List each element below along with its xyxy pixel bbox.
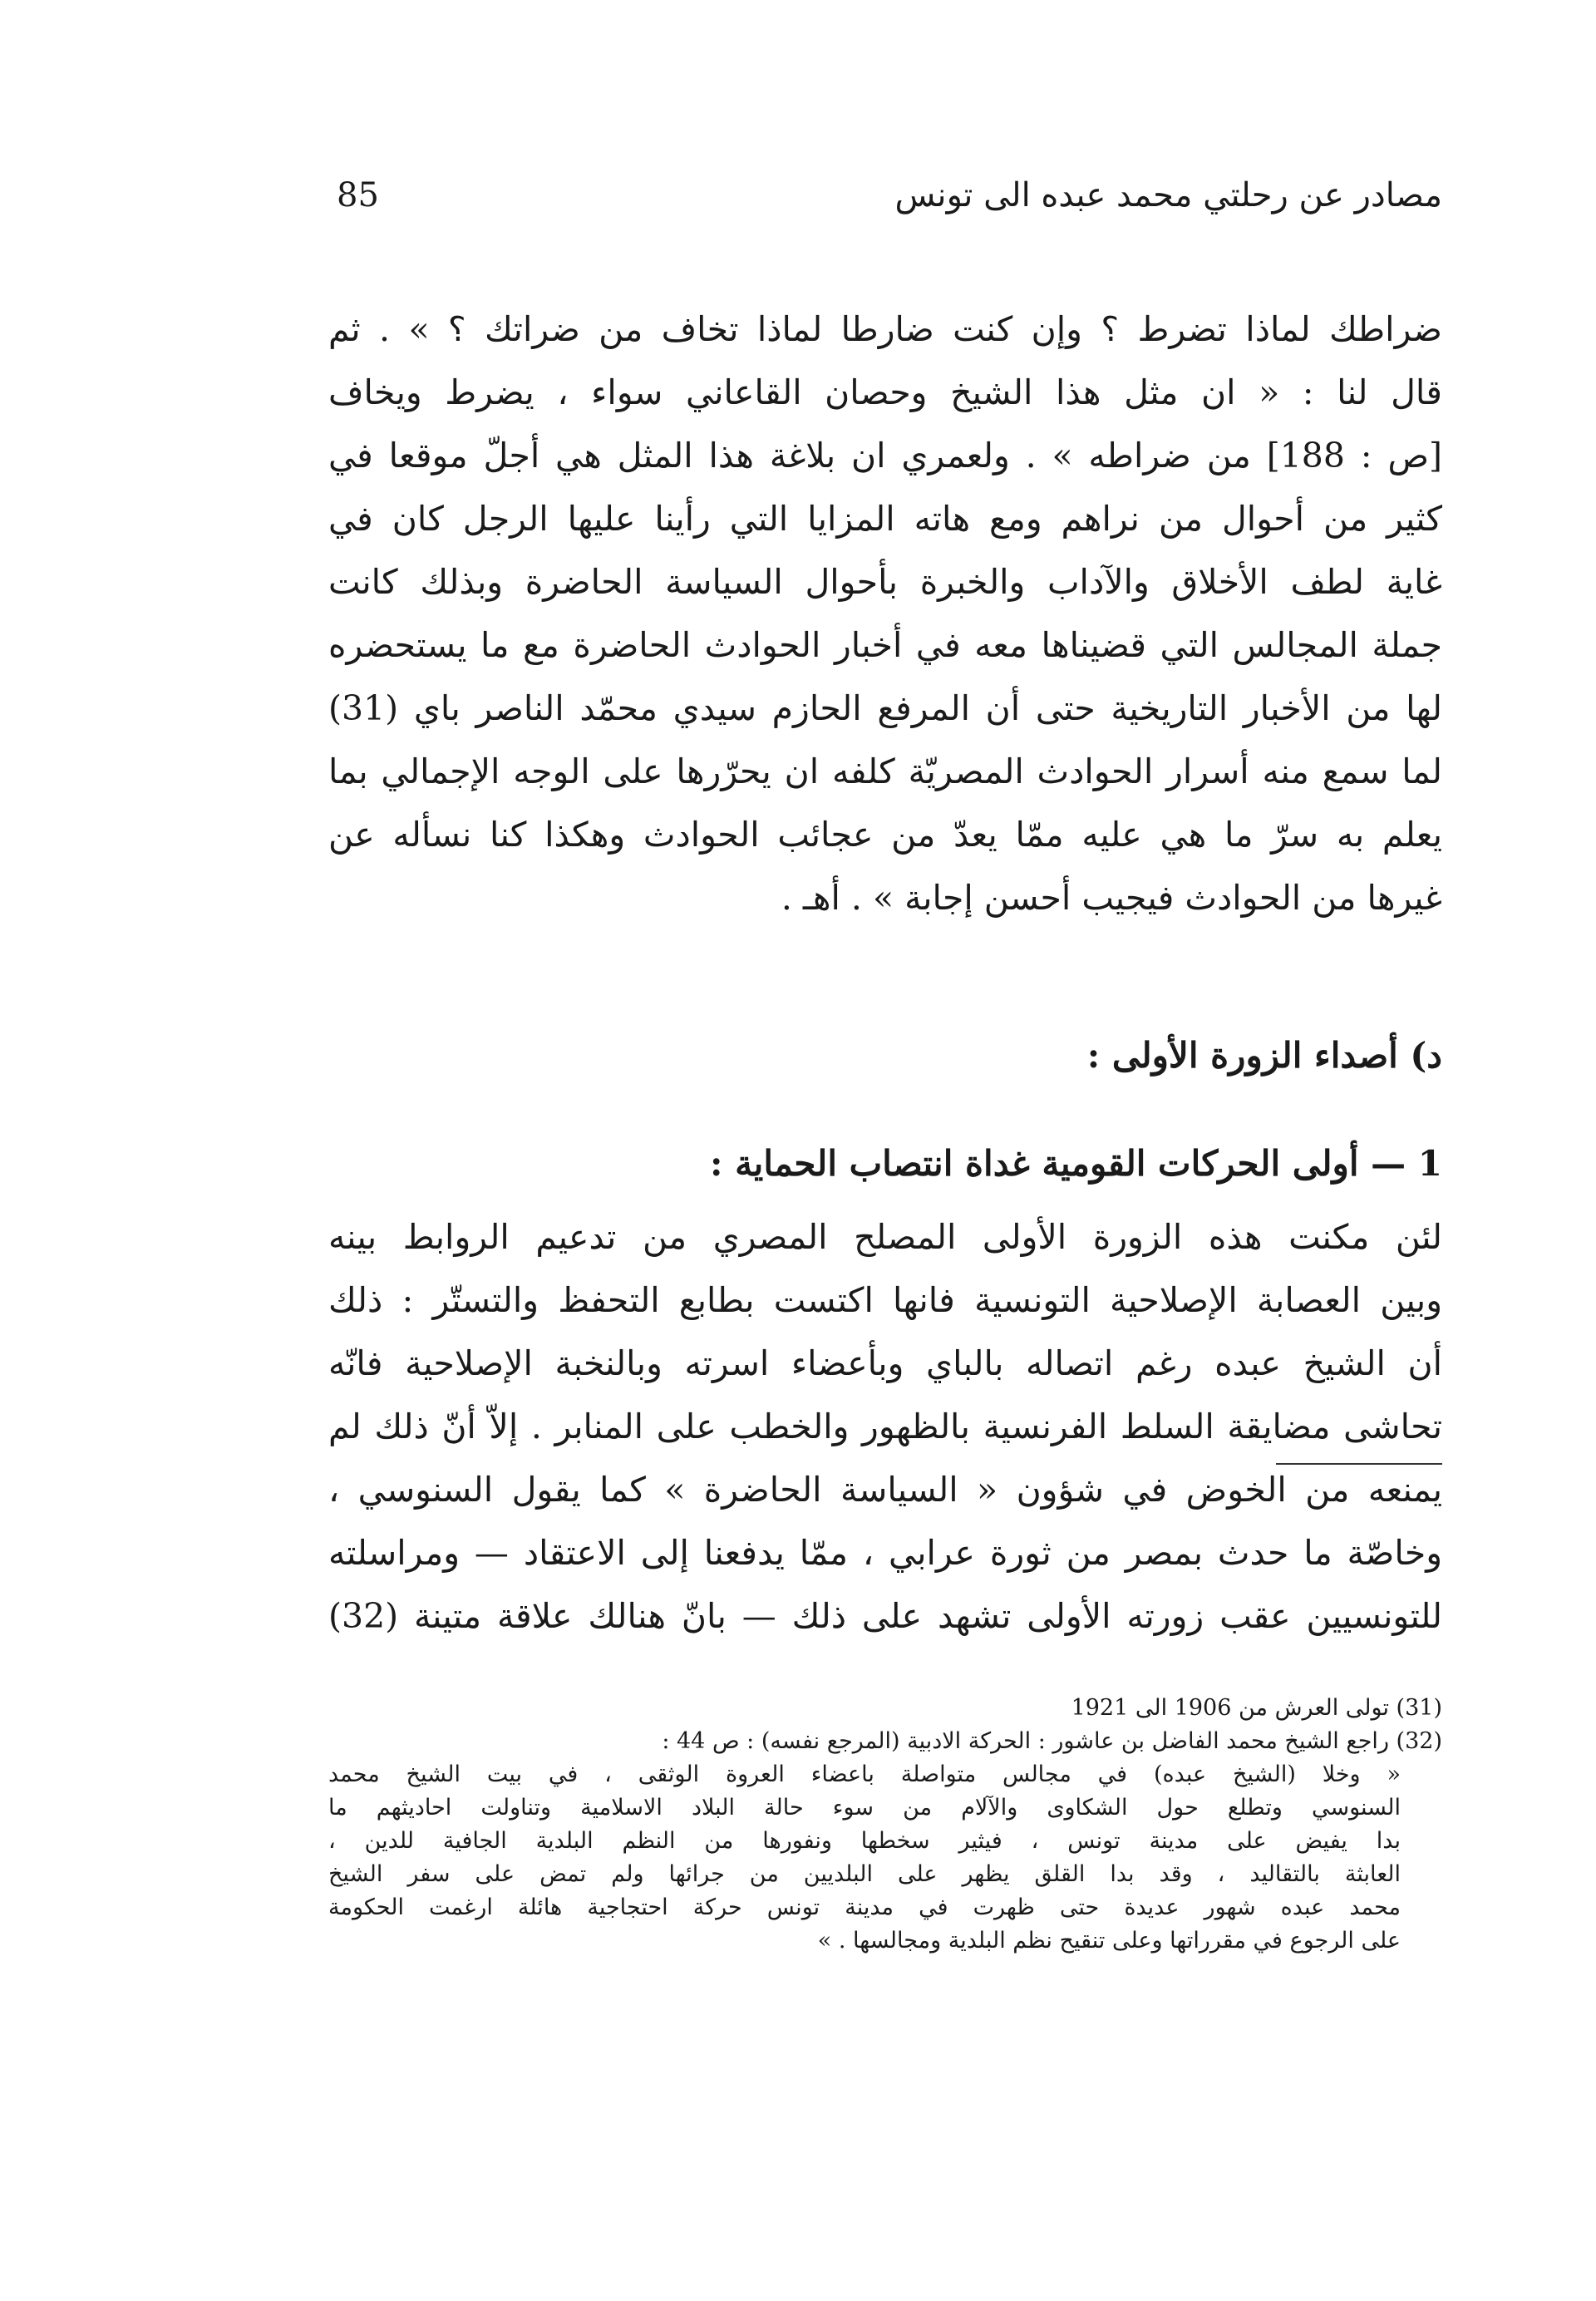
page-number: 85 [337,176,379,214]
text-line: غيرها من الحوادث فيجيب أحسن إجابة » . أهـ . [781,878,1442,918]
text-line: قال لنا : « ان مثل هذا الشيخ وحصان القاعاني سواء ، يضرط ويخاف [328,372,1442,412]
footnote-line: محمد عبده شهور عديدة حتى ظهرت في مدينة تونس حركة احتجاجية هائلة ارغمت الحكومة [328,1895,1401,1920]
text-line: لها من الأخبار التاريخية حتى أن المرفع الحازم سيدي محمّد الناصر باي (31) [328,688,1442,728]
text-line: غاية لطف الأخلاق والآداب والخبرة بأحوال السياسة الحاضرة وبذلك كانت [328,562,1442,602]
text-line: ضراطك لماذا تضرط ؟ وإن كنت ضارطا لماذا تخاف من ضراتك ؟ » . ثم [328,309,1442,349]
footnote-divider [1276,1463,1442,1465]
footnote-line: « وخلا (الشيخ عبده) في مجالس متواصلة باعضاء العروة الوثقى ، في بيت الشيخ محمد [328,1761,1401,1787]
running-header [328,170,1442,229]
footnote-line: العابثة بالتقاليد ، وقد بدا القلق يظهر على البلديين من جرائها ولم تمض على سفر الشيخ [328,1861,1401,1887]
text-line: يعلم به سرّ ما هي عليه ممّا يعدّ من عجائب الحوادث وهكذا كنا نسأله عن [328,815,1442,855]
footnote-line: (32) راجع الشيخ محمد الفاضل بن عاشور : الحركة الادبية (المرجع نفسه) : ص 44 : [662,1728,1442,1754]
footnote-31 [328,1692,1442,1725]
footnote-line: بدا يفيض على مدينة تونس ، فيثير سخطها ونفورها من النظم البلدية الجافية للدين ، [328,1828,1401,1854]
footnote-line: السنوسي وتطلع حول الشكاوى والآلام من سوء حالة البلاد الاسلامية وتناولت احاديثهم ما [328,1795,1401,1821]
footnote-line: على الرجوع في مقرراتها وعلى تنقيح نظم البلدية ومجالسها . » [817,1928,1401,1954]
footnotes [328,1692,1442,1958]
text-line: يمنعه من الخوض في شؤون « السياسة الحاضرة » كما يقول السنوسي ، [328,1470,1442,1510]
footnote-32 [328,1725,1442,1958]
paragraph-1 [328,298,1442,929]
text-line: للتونسيين عقب زورته الأولى تشهد على ذلك — بانّ هنالك علاقة متينة (32) [328,1596,1442,1636]
running-title: مصادر عن رحلتي محمد عبده الى تونس [894,176,1442,214]
text-line: لئن مكنت هذه الزورة الأولى المصلح المصري من تدعيم الروابط بينه [328,1217,1442,1257]
text-line: كثير من أحوال من نراهم ومع هاته المزايا التي رأينا عليها الرجل كان في [328,499,1442,539]
section-heading: د) أصداء الزورة الأولى : [1086,1035,1442,1076]
footnote-line: (31) تولى العرش من 1906 الى 1921 [1071,1695,1442,1721]
paragraph-2 [328,1205,1442,1648]
text-line: جملة المجالس التي قضيناها معه في أخبار الحوادث الحاضرة مع ما يستحضره [328,625,1442,665]
text-line: وبين العصابة الإصلاحية التونسية فانها اكتست بطابع التحفظ والتستّر : ذلك [328,1280,1442,1320]
text-line: [ص : 188] من ضراطه » . ولعمري ان بلاغة هذا المثل هي أجلّ موقعا في [328,436,1442,475]
text-line: تحاشى مضايقة السلط الفرنسية بالظهور والخطب على المنابر . إلاّ أنّ ذلك لم [328,1407,1442,1446]
text-line: لما سمع منه أسرار الحوادث المصريّة كلفه ان يحرّرها على الوجه الإجمالي بما [328,751,1442,791]
text-line: أن الشيخ عبده رغم اتصاله بالباي وبأعضاء اسرته وبالنخبة الإصلاحية فانّه [328,1343,1442,1383]
subsection-heading: 1 — أولى الحركات القومية غداة انتصاب الحماية : [710,1143,1442,1184]
text-line: وخاصّة ما حدث بمصر من ثورة عرابي ، ممّا يدفعنا إلى الاعتقاد — ومراسلته [328,1533,1442,1573]
